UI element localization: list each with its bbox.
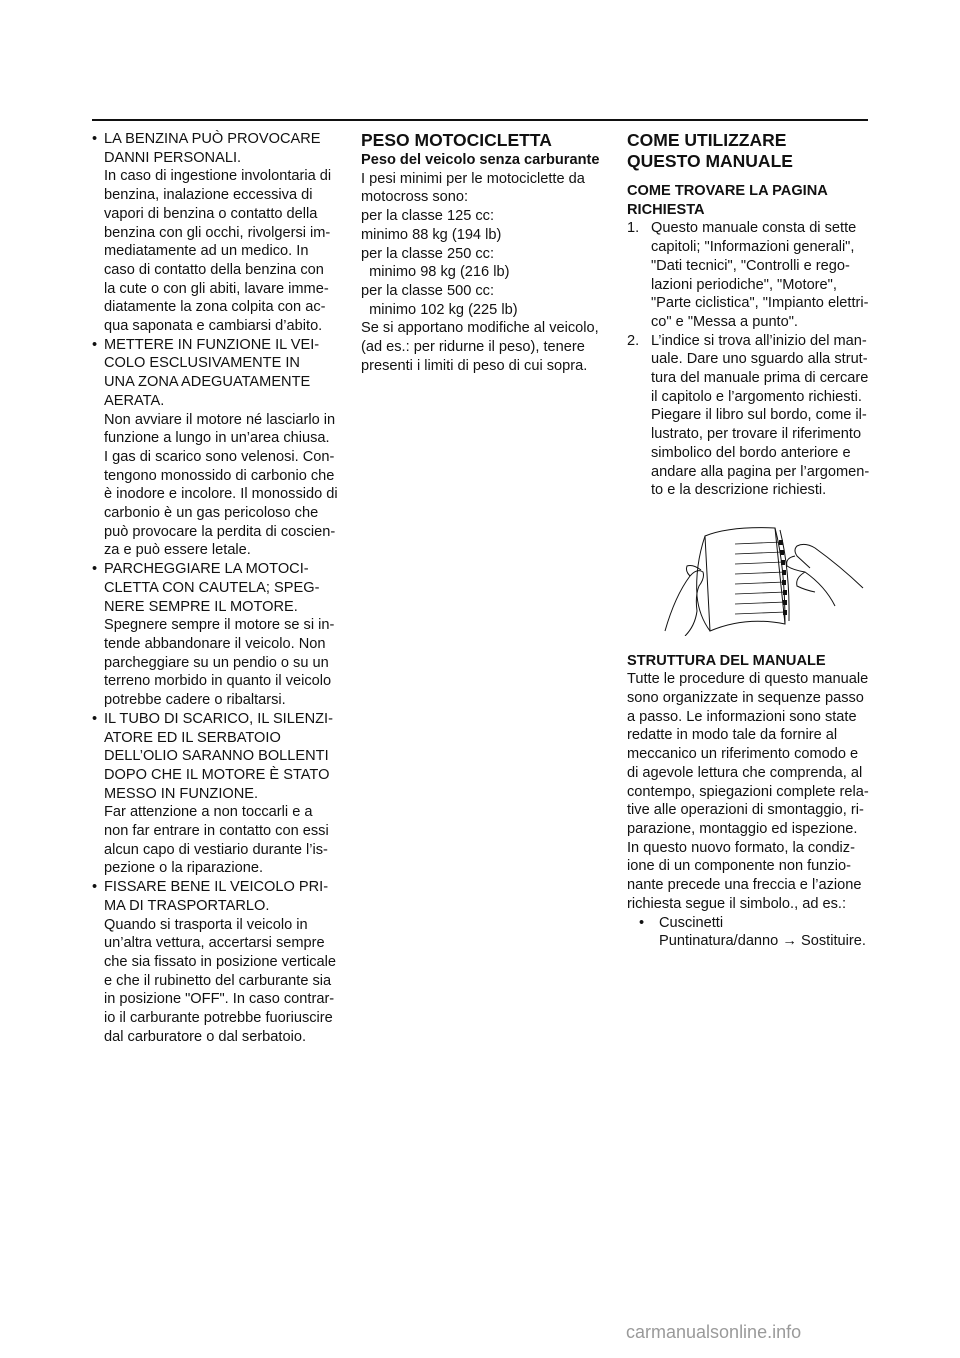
text-line: io il carburante potrebbe fuoriuscire	[104, 1010, 333, 1027]
warning-transport	[92, 878, 342, 1046]
text-line: nante precede una freccia e l’azione	[627, 877, 862, 894]
bullet-icon: •	[92, 879, 98, 896]
text-line: dal carburatore o dal serbatoio.	[104, 1028, 307, 1045]
text-line: tengono monossido di carbonio che	[104, 467, 335, 484]
text-line: CLETTA CON CAUTELA; SPEG-	[104, 579, 320, 596]
text-line: IL TUBO DI SCARICO, IL SILENZI-	[104, 710, 333, 727]
text-line: Non avviare il motore né lasciarlo in	[104, 411, 336, 428]
warning-hot-parts	[92, 710, 342, 878]
text-line: per la classe 250 cc:	[361, 245, 495, 262]
text-line: funzione a lungo in un’area chiusa.	[104, 430, 330, 447]
example-condition-line	[659, 932, 877, 951]
text-line: ione di un componente non funzio-	[627, 858, 851, 875]
text-line: può provocare la perdita di coscien-	[104, 523, 336, 540]
bullet-icon: •	[92, 561, 98, 578]
text-line: COLO ESCLUSIVAMENTE IN	[104, 355, 300, 372]
column-manual-usage	[627, 130, 877, 951]
text-line: a passo. Le informazioni sono state	[627, 708, 857, 725]
text-line: non far entrare in contatto con essi	[104, 823, 329, 840]
text-line: caso di contatto della benzina con	[104, 261, 324, 278]
text-line: L’indice si trova all’inizio del man-	[651, 332, 867, 349]
text-line: meccanico un riferimento comodo e	[627, 746, 859, 763]
text-line: Tutte le procedure di questo manuale	[627, 671, 869, 688]
text-line: sono organizzate in sequenze passo	[627, 690, 864, 707]
numbered-item	[627, 219, 877, 331]
text-line: DELL’OLIO SARANNO BOLLENTI	[104, 748, 329, 765]
text-line: "Dati tecnici", "Controlli e rego-	[651, 257, 850, 274]
example-item	[627, 914, 877, 951]
section-subheading: Peso del veicolo senza carburante	[361, 152, 600, 168]
text-line: redatte in modo tale da fornire al	[627, 727, 838, 744]
text-line: un’altra vettura, accertarsi sempre	[104, 935, 325, 952]
column-motorcycle-weight	[361, 130, 611, 375]
text-line: tende abbandonare il veicolo. Non	[104, 635, 326, 652]
text-line: UNA ZONA ADEGUATAMENTE	[104, 374, 311, 391]
text-line: per la classe 125 cc:	[361, 208, 495, 225]
text-line: ATORE ED IL SERBATOIO	[104, 729, 281, 746]
text-line: è inodore e incolore. Il monossido di	[104, 486, 338, 503]
text-line: (ad es.: per ridurne il peso), tenere	[361, 339, 585, 356]
text-line: andare alla pagina per l’argomen-	[651, 463, 870, 480]
text-line: lustrato, per trovare il riferimento	[651, 426, 862, 443]
text-line: Se si apportano modifiche al veicolo,	[361, 320, 599, 337]
warning-gasoline	[92, 130, 342, 336]
text-line: AERATA.	[104, 392, 165, 409]
text-line: di agevole lettura che comprenda, al	[627, 764, 863, 781]
text-line: in posizione "OFF". In caso contrar-	[104, 991, 335, 1008]
example-action: Sostituire.	[801, 933, 866, 950]
text-line: presenti i limiti di peso di cui sopra.	[361, 357, 588, 374]
numbered-item	[627, 332, 877, 500]
section-heading: COME UTILIZZARE	[627, 130, 787, 150]
text-line: potrebbe cadere o ribaltarsi.	[104, 692, 286, 709]
hands-holding-manual-illustration	[635, 516, 865, 636]
text-line: motocross sono:	[361, 189, 469, 206]
bullet-icon: •	[92, 710, 98, 727]
text-line: mediatamente ad un medico. In	[104, 243, 309, 260]
text-line: benzina con gli occhi, rivolgersi im-	[104, 224, 331, 241]
text-line: carbonio è un gas pericoloso che	[104, 505, 319, 522]
text-line: lazioni periodiche", "Motore",	[651, 276, 837, 293]
example-item-label: Cuscinetti	[659, 914, 724, 931]
text-line: tive alle operazioni di smontaggio, ri-	[627, 802, 864, 819]
text-line: che sia fissato in posizione verticale	[104, 953, 336, 970]
subsection-heading: COME TROVARE LA PAGINA	[627, 183, 828, 199]
bullet-icon: •	[92, 131, 98, 147]
text-line: pezione o la riparazione.	[104, 860, 264, 877]
text-line: I gas di scarico sono velenosi. Con-	[104, 448, 335, 465]
text-line: alcun capo di vestiario durante l’is-	[104, 841, 328, 858]
text-line: minimo 102 kg (225 lb)	[361, 301, 518, 318]
text-line: parazione, montaggio ed ispezione.	[627, 820, 858, 837]
text-line: diatamente la zona colpita con ac-	[104, 299, 326, 316]
text-line: per la classe 500 cc:	[361, 282, 495, 299]
example-condition: Puntinatura/danno	[659, 933, 779, 950]
text-line: Questo manuale consta di sette	[651, 220, 857, 237]
text-line: minimo 88 kg (194 lb)	[361, 226, 502, 243]
text-line: contempo, spiegazioni complete rela-	[627, 783, 869, 800]
item-number: 2.	[627, 332, 640, 349]
text-line: terreno morbido in quanto il veicolo	[104, 673, 332, 690]
text-line: METTERE IN FUNZIONE IL VEI-	[104, 336, 320, 353]
text-line: parcheggiare su un pendio o su un	[104, 654, 329, 671]
item-number: 1.	[627, 220, 640, 237]
text-line: la cute o con gli abiti, lavare imme-	[104, 280, 329, 297]
text-line: uale. Dare uno sguardo alla strut-	[651, 351, 868, 368]
text-line: "Parte ciclistica", "Impianto elettri-	[651, 295, 869, 312]
text-line: il capitolo e l’argomento richiesti.	[651, 388, 862, 405]
text-line: Far attenzione a non toccarli e a	[104, 804, 313, 821]
right-arrow-icon: →	[782, 933, 797, 950]
text-line: LA BENZINA PUÒ PROVOCARE	[104, 131, 321, 147]
text-line: Spegnere sempre il motore se si in-	[104, 617, 335, 634]
text-line: DANNI PERSONALI.	[104, 149, 242, 166]
text-line: minimo 98 kg (216 lb)	[361, 264, 510, 281]
subsection-heading: RICHIESTA	[627, 201, 705, 218]
text-line: qua saponata e cambiarsi d’abito.	[104, 318, 323, 335]
section-heading: QUESTO MANUALE	[627, 151, 793, 171]
text-line: simbolico del bordo anteriore e	[651, 444, 851, 461]
text-line: to e la descrizione richiesti.	[651, 482, 827, 499]
text-line: za e può essere letale.	[104, 542, 251, 559]
text-line: Quando si trasporta il veicolo in	[104, 916, 308, 933]
column-safety-warnings	[92, 130, 342, 1046]
text-line: tura del manuale prima di cercare	[651, 370, 869, 387]
text-line: In caso di ingestione involontaria di	[104, 168, 332, 185]
text-line: In questo nuovo formato, la condiz-	[627, 839, 855, 856]
text-line: capitoli; "Informazioni generali",	[651, 239, 855, 256]
text-line: co" e "Messa a punto".	[651, 313, 798, 330]
text-line: DOPO CHE IL MOTORE È STATO	[104, 766, 330, 783]
text-line: benzina, inalazione eccessiva di	[104, 187, 313, 204]
text-line: NERE SEMPRE IL MOTORE.	[104, 598, 298, 615]
subsection-heading: STRUTTURA DEL MANUALE	[627, 652, 826, 669]
watermark: carmanualsonline.info	[626, 1322, 802, 1342]
text-line: MA DI TRASPORTARLO.	[104, 897, 270, 914]
top-rule	[92, 119, 868, 121]
section-heading: PESO MOTOCICLETTA	[361, 130, 552, 150]
text-line: MESSO IN FUNZIONE.	[104, 785, 259, 802]
warning-parking	[92, 560, 342, 710]
text-line: richiesta segue il simbolo., ad es.:	[627, 895, 847, 912]
bullet-icon: •	[639, 914, 645, 931]
text-line: FISSARE BENE IL VEICOLO PRI-	[104, 879, 329, 896]
warning-ventilation	[92, 336, 342, 560]
text-line: I pesi minimi per le motociclette da	[361, 170, 585, 187]
text-line: Piegare il libro sul bordo, come il-	[651, 407, 867, 424]
text-line: e che il rubinetto del carburante sia	[104, 972, 332, 989]
text-line: vapori di benzina o contatto della	[104, 205, 318, 222]
text-line: PARCHEGGIARE LA MOTOCI-	[104, 561, 309, 578]
bullet-icon: •	[92, 336, 98, 353]
